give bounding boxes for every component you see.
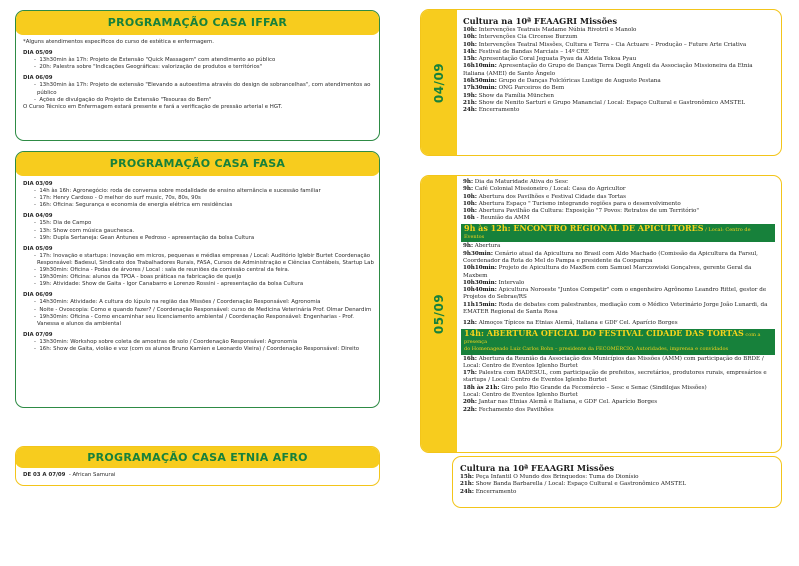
item-time: 15h: bbox=[460, 474, 474, 480]
item-text: Abertura dos Pavilhões e Festival Cidade das Tortas bbox=[476, 193, 627, 200]
item-time: 10h30min: bbox=[463, 279, 497, 286]
r3-list bbox=[460, 463, 775, 496]
schedule-item bbox=[463, 93, 775, 100]
item-text: Apresentação do Grupo de Danças Terra Degli Angeli da Associação Missioneira da Etnia Italiana (AMEI) de Santo Ângelo bbox=[463, 63, 753, 77]
schedule-item bbox=[463, 265, 775, 280]
item-text: ONG Parceiros do Bem bbox=[496, 85, 565, 92]
r3-title: Cultura na 10ª FEAAGRI Missões bbox=[460, 463, 615, 473]
fasa-item-text: 16h: Show de Gaita, violão e voz (com os alunos Bruno Kamien e Leonardo Vieira) / Coordenação Responsável: Direito bbox=[39, 345, 360, 352]
iffar-item-text: 20h: Palestra sobre "Indicações Geográficas: valorização de produtos e territórios" bbox=[39, 64, 263, 71]
schedule-item bbox=[463, 385, 775, 392]
fasa-item-text: 17h: Henry Cardoso - O melhor do surf music, 70s, 80s, 90s bbox=[39, 195, 201, 202]
schedule-item bbox=[463, 100, 775, 107]
date-label: 04/09 bbox=[432, 62, 446, 103]
cultura-bottom-panel bbox=[452, 456, 782, 508]
date-bar bbox=[421, 176, 457, 452]
item-text: Show Banda Barbarella / Local: Espaço Cultural e Gastronômico AMSTEL bbox=[473, 481, 686, 488]
banner-title: 9h às 12h: ENCONTRO REGIONAL DE APICULTORES bbox=[464, 222, 704, 233]
schedule-item bbox=[463, 287, 775, 302]
item-text: Encerramento bbox=[476, 107, 520, 114]
item-text: Jantar nas Etnias Alemã e Italiana, e GDF Cel. Aparício Borges bbox=[476, 399, 658, 406]
fasa-day: DIA 03/09 bbox=[23, 181, 53, 187]
item-text: Dia da Maturidade Ativa do Sesc bbox=[473, 179, 568, 185]
iffar-title: PROGRAMAÇÃO CASA IFFAR bbox=[15, 10, 380, 35]
item-text: Intervalo bbox=[496, 279, 525, 286]
fasa-day: DIA 05/09 bbox=[23, 245, 53, 252]
fasa-item: - 19h30min: Oficina - Podas de árvores / Local : sala de reuniões da comissão central da feira. bbox=[34, 267, 290, 274]
item-time: 9h: bbox=[463, 186, 474, 193]
schedule-item bbox=[463, 302, 775, 317]
afro-title: PROGRAMAÇÃO CASA ETNIA AFRO bbox=[15, 446, 380, 468]
schedule-item bbox=[463, 63, 775, 78]
fasa-item-text: 17h: Inovação e startups: inovação em micros, pequenas e médias empresas / Local: Auditório Iglebir Burtet Coordenação Responsável: Badesul, Sindicato dos Trabalhadores Rurais, FASA, Cursos de Administração e Ciências Contábeis, Startup Lab bbox=[37, 252, 374, 266]
fasa-item: - Noite - Ovoscopia: Como e quando fazer? / Coordenação Responsável: curso de Medicina Veterinária Prof. Olmar Denardim bbox=[34, 306, 372, 313]
r1-title: Cultura na 10ª FEAAGRI Missões bbox=[463, 16, 618, 26]
banner-line2: do Homenageado Luiz Carlos Bohn – presidente da FECOMÉRCIO, Autoridades, imprensa e convidados bbox=[464, 346, 729, 353]
schedule-item bbox=[463, 85, 775, 92]
fasa-panel bbox=[15, 151, 380, 408]
item-time: 18h às 21h: bbox=[463, 384, 500, 391]
iffar-note: *Alguns atendimentos específicos do curso de estética e enfermagem. bbox=[23, 39, 214, 45]
fasa-day: DIA 06/09 bbox=[23, 292, 53, 299]
item-text: Giro pelo Rio Grande da Fecomércio – Sesc e Senac (Sindilojas Missões) bbox=[499, 384, 707, 391]
afro-text: - African Samurai bbox=[68, 472, 116, 478]
schedule-item bbox=[460, 489, 775, 496]
banner-title: 14h: ABERTURA OFICIAL DO FESTIVAL CIDADE DAS TORTAS bbox=[464, 327, 744, 338]
item-time: 10h: bbox=[463, 200, 477, 207]
item-time: 10h: bbox=[463, 27, 477, 33]
fasa-item: - 13h30min: Workshop sobre coleta de amostras de solo / Coordenação Responsável: Agronomia bbox=[34, 338, 298, 345]
fasa-item-text: 19h: Atividade: Show de Gaita - Igor Canabarro e Lorenzo Rossini - apresentação da bolsa Cultura bbox=[39, 281, 304, 288]
item-text: Peça Infantil O Mundo dos Brinquedos: Tuma do Dionísio bbox=[473, 474, 639, 480]
item-text: Palestra com BADESUL, com participação de prefeitos, secretários, produtores rurais, empresários e startups / Local: Centro de Eventos Iglenho Burtet bbox=[463, 370, 767, 384]
item-text: Roda de debates com palestrantes, mediação com o Médico Veterinário Jorge João Lunardi, da EMATER Regional de Santa Rosa bbox=[463, 301, 768, 316]
item-text: Local: Centro de Eventos Iglenho Burtet bbox=[463, 392, 578, 399]
item-time: 16h50min: bbox=[463, 78, 497, 85]
fasa-title: PROGRAMAÇÃO CASA FASA bbox=[15, 151, 380, 176]
schedule-item bbox=[463, 251, 775, 266]
schedule-item bbox=[463, 243, 775, 250]
item-text: Fechamento dos Pavilhões bbox=[476, 406, 554, 413]
schedule-item bbox=[463, 34, 775, 41]
r2-pre-list bbox=[463, 179, 775, 223]
r2-post-list bbox=[463, 356, 775, 414]
fasa-item: - 14h às 16h: Agronegócio: roda de conversa sobre modalidade de ensino alternância e sucessão familiar bbox=[34, 188, 321, 195]
item-time: 20h: bbox=[463, 399, 477, 406]
item-time: 19h: bbox=[463, 92, 477, 99]
iffar-item: - 13h30min às 17h: Projeto de extensão "Elevando a autoestima através do design de sobrancelhas", com atendimentos ao público bbox=[34, 82, 371, 96]
fasa-item-text: 19h: Dupla Sertaneja: Gean Antunes e Pedroso - apresentação da bolsa Cultura bbox=[39, 234, 255, 241]
fasa-item: - 17h: Henry Cardoso - O melhor do surf music, 70s, 80s, 90s bbox=[34, 195, 201, 202]
item-time: 14h: bbox=[463, 48, 477, 55]
iffar-day-06: DIA 06/09 bbox=[23, 75, 53, 82]
fasa-item: - 19h30min: Oficina: alunos da TPOA - boas práticas na fabricação de queijo bbox=[34, 274, 242, 281]
fasa-item: - 14h30min: Atividade: A cultura do lúpulo na região das Missões / Coordenação Responsável: Agronomia bbox=[34, 299, 321, 306]
schedule-item bbox=[463, 370, 775, 385]
item-text: Abertura da Reunião da Associação dos Municípios das Missões (AMM) com participação do BRDE / Local: Centro de Eventos Iglenho Burtet bbox=[463, 355, 764, 369]
fasa-item-text: 14h às 16h: Agronegócio: roda de conversa sobre modalidade de ensino alternância e sucessão familiar bbox=[39, 188, 321, 195]
iffar-item: - Ações de divulgação do Projeto de Extensão "Tesouras do Bem" bbox=[34, 96, 212, 103]
item-text: Intervenções Teatrais Madame Núbia Rivotril e Manolo bbox=[476, 27, 637, 33]
iffar-day-05: DIA 05/09 bbox=[23, 50, 53, 57]
fasa-item: - 19h: Atividade: Show de Gaita - Igor Canabarro e Lorenzo Rossini - apresentação da bolsa Cultura bbox=[34, 281, 304, 288]
schedule-item bbox=[463, 42, 775, 49]
item-text: Abertura Espaço " Turismo integrando regiões para o desenvolvimento bbox=[476, 200, 681, 207]
item-time: 15h: bbox=[463, 56, 477, 63]
schedule-item bbox=[463, 399, 775, 406]
schedule-item bbox=[463, 186, 775, 193]
iffar-item-text: Ações de divulgação do Projeto de Extensão "Tesouras do Bem" bbox=[39, 96, 212, 103]
item-text: - Reunião da AMM bbox=[474, 215, 530, 222]
fasa-item: - 19h30min: Oficina - Como encaminhar seu licenciamento ambiental / Coordenação Responsável: Engenharias - Prof. Vanessa e alunos da ambiental bbox=[34, 313, 355, 327]
item-time: 21h: bbox=[463, 99, 477, 106]
item-time: 9h30min: bbox=[463, 250, 493, 257]
fasa-item-text: 19h30min: Oficina: alunos da TPOA - boas práticas na fabricação de queijo bbox=[39, 274, 242, 281]
r2-mid-list bbox=[463, 243, 775, 316]
item-time: 17h: bbox=[463, 370, 477, 377]
item-text: Apresentação Coral Jeguata Pyau da Aldeia Tekoa Pyau bbox=[476, 56, 637, 63]
day-0409-panel bbox=[420, 9, 782, 156]
item-text: Apicultura Noroeste "Juntos Competir" com o engenheiro Agrônomo Leandro Rittel, gestor de Projetos do Sebrae/RS bbox=[463, 287, 767, 301]
iffar-panel bbox=[15, 10, 380, 141]
iffar-item: - 20h: Palestra sobre "Indicações Geográficas: valorização de produtos e territórios" bbox=[34, 64, 263, 71]
item-text: Show da Família München bbox=[476, 92, 554, 99]
item-text: Projeto de Apicultura do MaxBem com Samuel Marczowiski Gonçalves, gerente Geral da Maxbem bbox=[463, 265, 752, 279]
item-time: 21h: bbox=[460, 481, 474, 488]
iffar-item-text: 13h30min às 17h: Projeto de Extensão "Quick Massagem" com atendimento ao público bbox=[39, 57, 276, 64]
iffar-item: O Curso Técnico em Enfermagem estará presente e fará a verificação de pressão arterial e HGT. bbox=[23, 103, 283, 110]
schedule-item bbox=[463, 194, 775, 201]
afro-date: DE 03 A 07/09 bbox=[23, 472, 66, 478]
schedule-item bbox=[463, 407, 775, 414]
item-time: 16h10min: bbox=[463, 63, 497, 70]
fasa-item-text: 14h30min: Atividade: A cultura do lúpulo na região das Missões / Coordenação Responsável: Agronomia bbox=[39, 299, 321, 306]
afro-item bbox=[23, 472, 374, 479]
r2-lunch bbox=[463, 320, 775, 327]
fasa-item-text: 16h: Oficina: Segurança e economia de energia elétrica em residências bbox=[39, 202, 233, 209]
fasa-item: - 19h: Dupla Sertaneja: Gean Antunes e Pedroso - apresentação da bolsa Cultura bbox=[34, 234, 255, 241]
schedule-item bbox=[463, 78, 775, 85]
fasa-item-text: 13h30min: Workshop sobre coleta de amostras de solo / Coordenação Responsável: Agronomia bbox=[39, 338, 298, 345]
fasa-item: - 15h: Dia de Campo bbox=[34, 220, 92, 227]
item-time: 22h: bbox=[463, 406, 477, 413]
item-text: Abertura Pavilhão da Cultura: Exposição "7 Povos: Retratos de um Território" bbox=[476, 208, 699, 215]
fasa-day: DIA 07/09 bbox=[23, 331, 53, 338]
item-time: 10h: bbox=[463, 41, 477, 48]
item-text: Intervenções Cia Circense Burzum bbox=[476, 34, 578, 41]
item-text: Intervenções Teatral Missões, Cultura e Terra – Cia Actuare – Produção – Future Arte Criativa bbox=[476, 41, 747, 48]
iffar-item-text: 13h30min às 17h: Projeto de extensão "Elevando a autoestima através do design de sobrancelhas", com atendimentos ao público bbox=[37, 82, 371, 96]
afro-panel bbox=[15, 446, 380, 486]
item-time: 10h: bbox=[463, 208, 477, 215]
fasa-item: - 16h: Show de Gaita, violão e voz (com os alunos Bruno Kamien e Leonardo Vieira) / Coordenação Responsável: Direito bbox=[34, 345, 360, 352]
fasa-item: - 16h: Oficina: Segurança e economia de energia elétrica em residências bbox=[34, 202, 233, 209]
item-text: Abertura bbox=[473, 243, 501, 250]
item-time: 9h: bbox=[463, 243, 474, 250]
fasa-item-text: 15h: Dia de Campo bbox=[39, 220, 92, 227]
fasa-item-text: 19h30min: Oficina - Podas de árvores / Local : sala de reuniões da comissão central da feira. bbox=[39, 267, 290, 274]
schedule-item bbox=[460, 481, 775, 488]
day-0509-panel bbox=[420, 175, 782, 453]
apicultores-banner bbox=[461, 224, 775, 243]
fasa-day: DIA 04/09 bbox=[23, 213, 53, 220]
schedule-item bbox=[463, 215, 775, 222]
schedule-item bbox=[463, 107, 775, 114]
item-time: 24h: bbox=[460, 488, 474, 495]
item-time: 16h bbox=[463, 215, 475, 222]
r1-list bbox=[463, 16, 775, 115]
item-text: Encerramento bbox=[473, 488, 517, 495]
r2-body bbox=[463, 179, 775, 414]
fasa-item: - 17h: Inovação e startups: inovação em micros, pequenas e médias empresas / Local: Auditório Iglebir Burtet Coordenação Responsável: Badesul, Sindicato dos Trabalhadores Rurais, FASA, Cursos de Administração e Ciências Contábeis, Startup Lab bbox=[34, 252, 374, 266]
item-time: 16h: bbox=[463, 355, 477, 362]
item-text: Show de Nenito Sarturi e Grupo Manancial / Local: Espaço Cultural e Gastronômico AMSTEL bbox=[476, 99, 746, 106]
schedule-item bbox=[463, 356, 775, 371]
banner-sub: com a presença bbox=[464, 331, 761, 345]
item-text: Festival de Bandas Marciais – 14º CRE bbox=[476, 48, 589, 55]
item-time: 10h: bbox=[463, 193, 477, 200]
fasa-item-text: 13h: Show com música gauchesca. bbox=[39, 227, 135, 234]
fasa-item-text: Noite - Ovoscopia: Como e quando fazer? / Coordenação Responsável: curso de Medicina Veterinária Prof. Olmar Denardim bbox=[39, 306, 372, 313]
item-time: 10h: bbox=[463, 34, 477, 41]
fasa-item: - 13h: Show com música gauchesca. bbox=[34, 227, 135, 234]
item-text: Grupo de Danças Folclóricas Lustige de Augusto Pestana bbox=[496, 78, 661, 85]
item-text: Café Colonial Missioneiro / Local: Casa do Agricultor bbox=[473, 186, 626, 193]
item-time: 24h: bbox=[463, 107, 477, 114]
banner-location: / Local: Centro de Eventos bbox=[464, 226, 751, 241]
item-time: 17h30min: bbox=[463, 85, 497, 92]
iffar-item: - 13h30min às 17h: Projeto de Extensão "Quick Massagem" com atendimento ao público bbox=[34, 57, 276, 64]
r2-lunch-time: 12h: bbox=[463, 320, 477, 327]
item-time: 11h15min: bbox=[463, 301, 497, 308]
r2-lunch-text: Almoços Típicos na Etnias Alemã, Italiana e GDF Cel. Aparício Borges bbox=[476, 320, 678, 327]
item-time: 10h40min: bbox=[463, 287, 497, 294]
date-label: 05/09 bbox=[432, 293, 446, 335]
item-time: 9h: bbox=[463, 179, 474, 185]
date-bar bbox=[421, 10, 457, 155]
festival-banner bbox=[461, 329, 775, 355]
item-time: 10h10min: bbox=[463, 265, 497, 272]
item-text: Cenário atual da Apicultura no Brasil com Aldo Machado (Comissão da Apicultura da Farsul, Coordenador da Rota do Mel do Pampa e presidente da Coopampa bbox=[463, 250, 758, 264]
fasa-item-text: 19h30min: Oficina - Como encaminhar seu licenciamento ambiental / Coordenação Responsável: Engenharias - Prof. Vanessa e alunos da ambiental bbox=[37, 313, 355, 327]
